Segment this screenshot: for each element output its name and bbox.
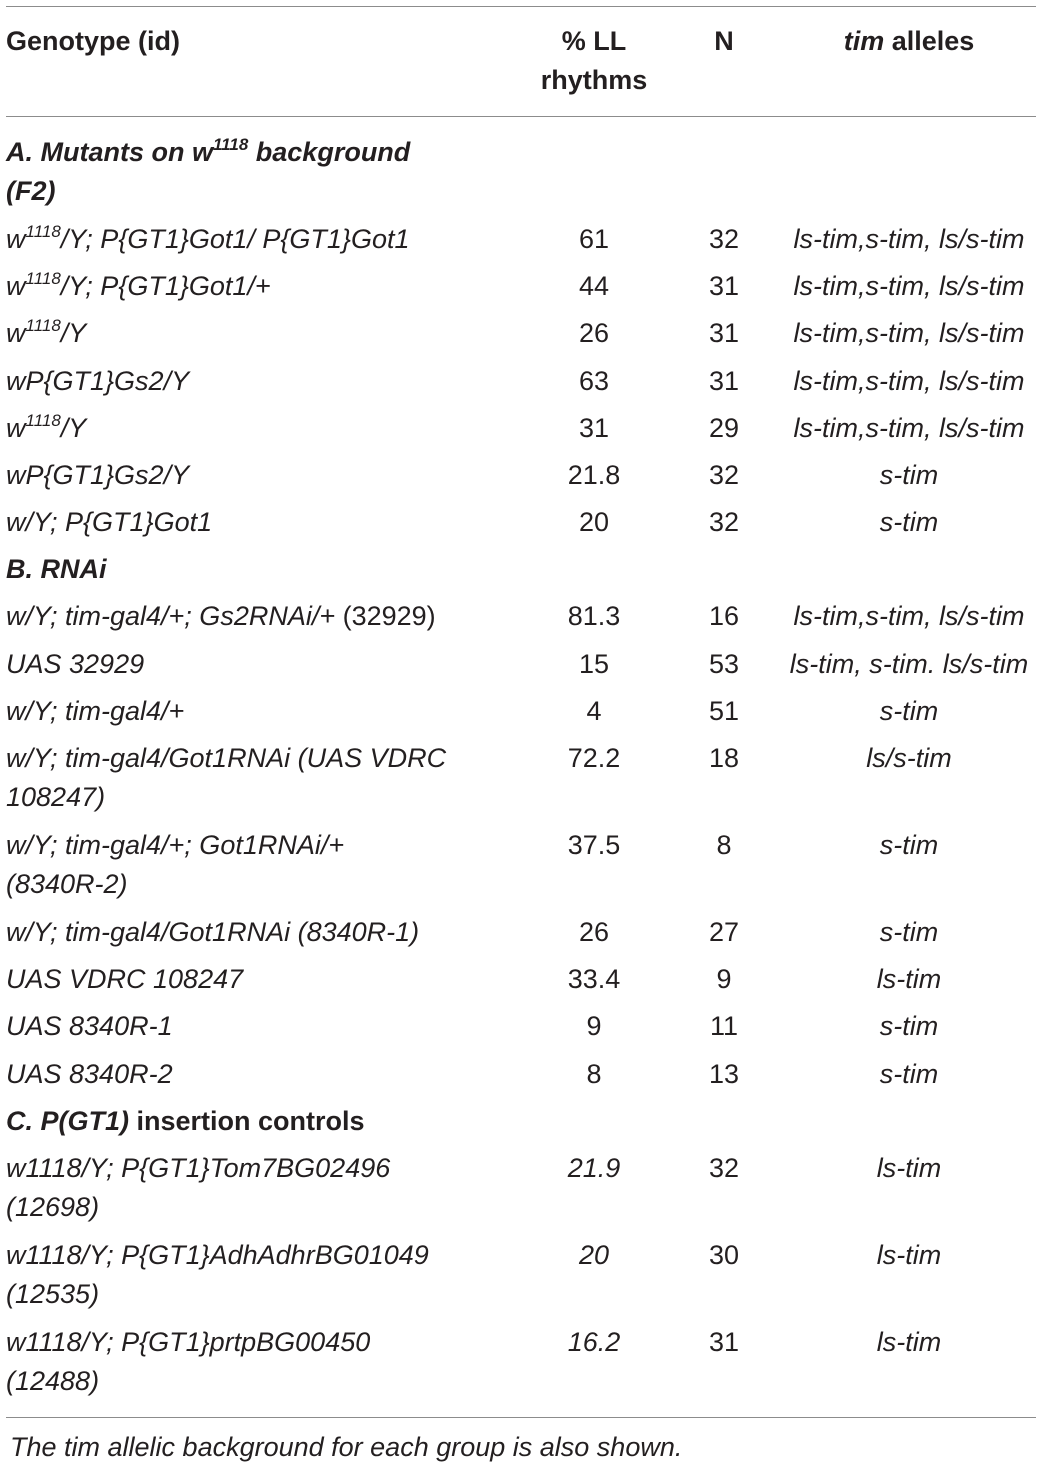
n-cell: 31 [708, 318, 740, 348]
ll-cell: 20 [578, 507, 610, 537]
n-cell: 53 [708, 649, 740, 679]
n-cell: 9 [716, 964, 732, 994]
n-cell: 8 [716, 830, 732, 860]
n-cell: 31 [708, 366, 740, 396]
genotype-cell: w/Y; tim-gal4/+; Gs2RNAi/+ (32929) [6, 601, 436, 631]
n-cell: 30 [708, 1240, 740, 1270]
ll-cell: 33.4 [567, 964, 621, 994]
genotype-cell: wP{GT1}Gs2/Y [6, 460, 190, 490]
ll-cell: 8 [586, 1059, 602, 1089]
ll-cell: 44 [578, 271, 610, 301]
tim-cell: s-tim [879, 1059, 939, 1089]
tim-cell: ls-tim [876, 964, 942, 994]
genotype-cell: $w^{1118}/Y$ [6, 411, 87, 443]
tim-cell: s-tim [879, 460, 939, 490]
n-cell: 51 [708, 696, 740, 726]
n-cell: 29 [708, 413, 740, 443]
header-genotype: Genotype (id) [6, 26, 180, 56]
bottom-rule [6, 1417, 1036, 1418]
n-cell: 32 [708, 507, 740, 537]
ll-cell: 4 [586, 696, 602, 726]
tim-cell: s-tim [879, 696, 939, 726]
ll-cell: 9 [586, 1011, 602, 1041]
ll-cell: 21.8 [567, 460, 621, 490]
genotype-cell: w/Y; P{GT1}Got1 [6, 507, 213, 537]
tim-cell: ls-tim,s-tim, ls/s-tim [793, 601, 1025, 631]
ll-cell: 72.2 [567, 743, 621, 773]
genotype-cell: w/Y; tim-gal4/+ [6, 696, 185, 726]
tim-cell: ls-tim,s-tim, ls/s-tim [793, 224, 1025, 254]
n-cell: 27 [708, 917, 740, 947]
genotype-cell: $w^{1118}/Y$; P{GT1}Got1/ P{GT1}Got1 [6, 222, 410, 254]
genotype-cell: w1118/Y; P{GT1}Tom7BG02496 (12698) [6, 1153, 391, 1222]
tim-cell: s-tim [879, 917, 939, 947]
top-rule [6, 6, 1036, 7]
tim-cell: ls-tim [876, 1153, 942, 1183]
genotype-cell: UAS 32929 [6, 649, 145, 679]
genotype-cell: w/Y; tim-gal4/Got1RNAi (8340R-1) [6, 917, 420, 947]
n-cell: 32 [708, 460, 740, 490]
ll-cell: 81.3 [567, 601, 621, 631]
ll-cell: 21.9 [567, 1153, 621, 1183]
genotype-cell: w/Y; tim-gal4/+; Got1RNAi/+ (8340R-2) [6, 830, 345, 899]
ll-cell: 15 [578, 649, 610, 679]
ll-cell: 26 [578, 917, 610, 947]
ll-cell: 37.5 [567, 830, 621, 860]
genotype-cell: UAS VDRC 108247 [6, 964, 244, 994]
genotype-cell: UAS 8340R-2 [6, 1059, 173, 1089]
ll-cell: 31 [578, 413, 610, 443]
tim-cell: ls-tim,s-tim, ls/s-tim [793, 318, 1025, 348]
ll-cell: 26 [578, 318, 610, 348]
genotype-cell: $w^{1118}/Y$ [6, 316, 87, 348]
genotype-cell: w/Y; tim-gal4/Got1RNAi (UAS VDRC 108247) [6, 743, 447, 812]
header-ll-rhythms: % LL rhythms [540, 26, 648, 95]
tim-cell: s-tim [879, 1011, 939, 1041]
n-cell: 31 [708, 1327, 740, 1357]
n-cell: 32 [708, 224, 740, 254]
tim-cell: ls-tim, s-tim. ls/s-tim [789, 649, 1029, 679]
tim-cell: ls-tim [876, 1240, 942, 1270]
tim-cell: ls/s-tim [866, 743, 952, 773]
genotype-cell: w1118/Y; P{GT1}AdhAdhrBG01049 (12535) [6, 1240, 429, 1309]
ll-cell: 61 [578, 224, 610, 254]
tim-cell: ls-tim [876, 1327, 942, 1357]
genotype-cell: $w^{1118}/Y$; P{GT1}Got1/+ [6, 269, 271, 301]
header-n: N [714, 26, 734, 56]
n-cell: 18 [708, 743, 740, 773]
n-cell: 16 [708, 601, 740, 631]
table-footnote: The tim allelic background for each group is also shown. [10, 1432, 683, 1462]
n-cell: 11 [709, 1011, 739, 1041]
ll-cell: 16.2 [567, 1327, 621, 1357]
genotype-cell: wP{GT1}Gs2/Y [6, 366, 190, 396]
n-cell: 31 [708, 271, 740, 301]
n-cell: 32 [708, 1153, 740, 1183]
genotype-cell: UAS 8340R-1 [6, 1011, 173, 1041]
tim-cell: s-tim [879, 507, 939, 537]
tim-cell: ls-tim,s-tim, ls/s-tim [793, 413, 1025, 443]
tim-cell: s-tim [879, 830, 939, 860]
genotype-cell: w1118/Y; P{GT1}prtpBG00450 (12488) [6, 1327, 371, 1396]
header-tim-alleles: tim alleles [843, 26, 975, 56]
n-cell: 13 [708, 1059, 740, 1089]
tim-cell: ls-tim,s-tim, ls/s-tim [793, 271, 1025, 301]
tim-cell: ls-tim,s-tim, ls/s-tim [793, 366, 1025, 396]
ll-cell: 20 [578, 1240, 610, 1270]
header-rule [6, 116, 1036, 117]
ll-cell: 63 [578, 366, 610, 396]
